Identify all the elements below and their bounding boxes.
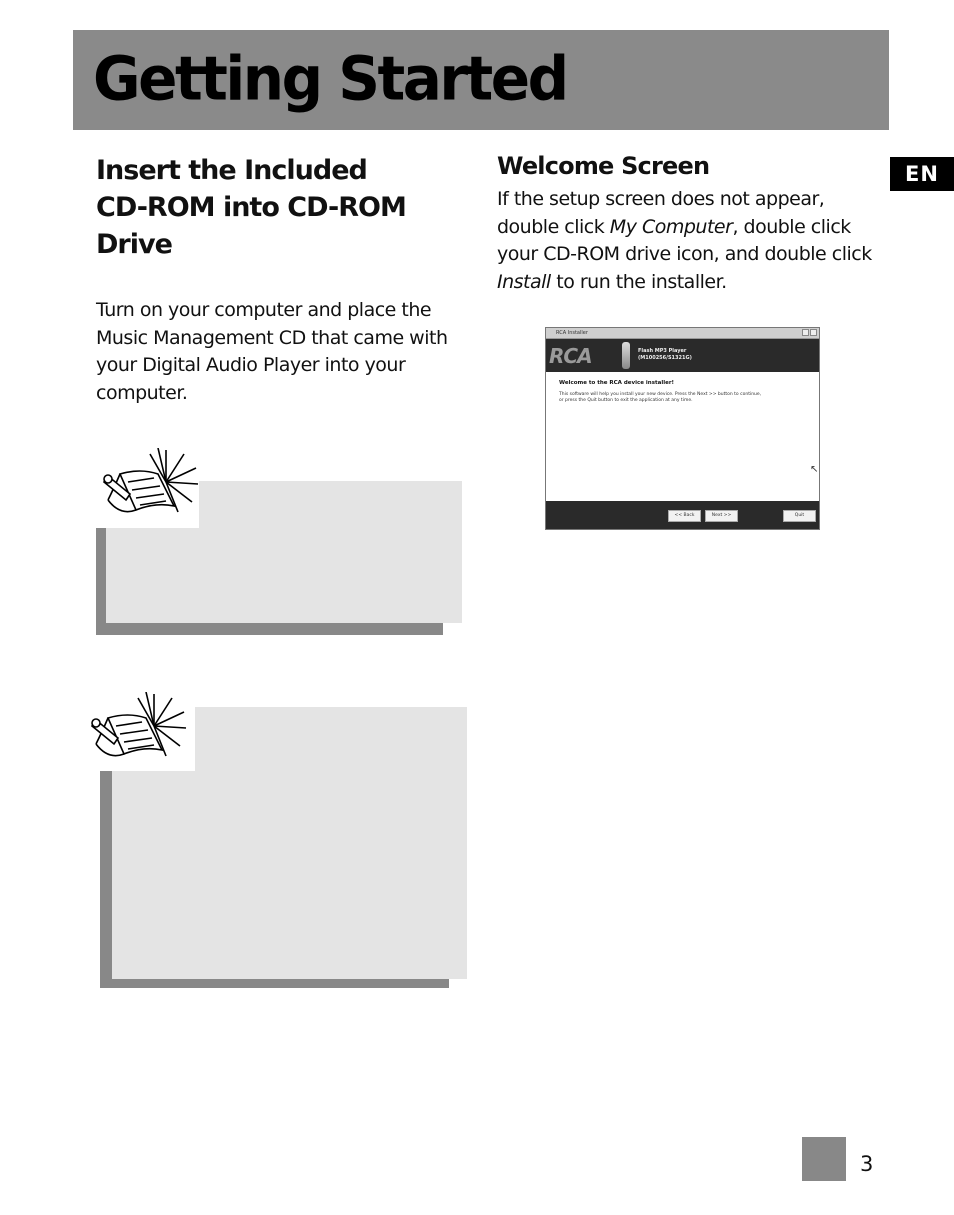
page-number-box [802, 1137, 846, 1181]
header-bar [73, 30, 889, 130]
installer-titlebar [546, 328, 819, 339]
page-title: Getting Started [93, 42, 567, 115]
my-computer-term: My Computer [609, 215, 733, 238]
rca-logo: RCA [549, 344, 592, 368]
section-heading-welcome: Welcome Screen [497, 152, 710, 180]
mouse-cursor-icon: ↖ [810, 464, 819, 475]
section-heading-insert-cd: Insert the Included CD-ROM into CD-ROM Drive [96, 155, 406, 260]
note-pencil-icon [88, 692, 188, 772]
installer-info-line: or press the Quit button to exit the application at any time. [559, 397, 693, 403]
installer-screenshot [545, 327, 820, 530]
installer-welcome-text: Welcome to the RCA device installer! [559, 380, 675, 386]
installer-banner [546, 339, 819, 372]
close-icon[interactable] [810, 329, 817, 336]
section-body-insert-cd: Turn on your computer and place the Music Management CD that came with your Digital Audio Player into your computer. [96, 299, 448, 404]
welcome-text-part: , double click your CD-ROM drive icon, and double click [497, 215, 872, 265]
product-line-2: (M100256/S1321G) [638, 355, 692, 361]
back-button[interactable]: << Back [668, 510, 701, 522]
note-pencil-icon [100, 448, 200, 528]
mp3-player-icon [622, 342, 630, 369]
installer-window-title: RCA Installer [556, 330, 588, 336]
welcome-text-part: to run the installer. [550, 270, 727, 293]
quit-button[interactable]: Quit [783, 510, 816, 522]
install-term: Install [497, 270, 551, 293]
installer-footer [546, 501, 819, 529]
welcome-text-part: If the setup screen does not appear, double click [497, 188, 825, 238]
minimize-icon[interactable] [802, 329, 809, 336]
product-line-1: Flash MP3 Player [638, 348, 687, 354]
language-tab: EN [890, 157, 954, 191]
product-name [638, 348, 692, 362]
section-body-welcome [497, 186, 877, 296]
installer-info-text [559, 392, 779, 403]
installer-info-line: This software will help you install your new device. Press the Next >> button to continue, [559, 392, 762, 397]
next-button[interactable]: Next >> [705, 510, 738, 522]
page-number: 3 [860, 1152, 874, 1176]
window-controls [802, 329, 817, 336]
